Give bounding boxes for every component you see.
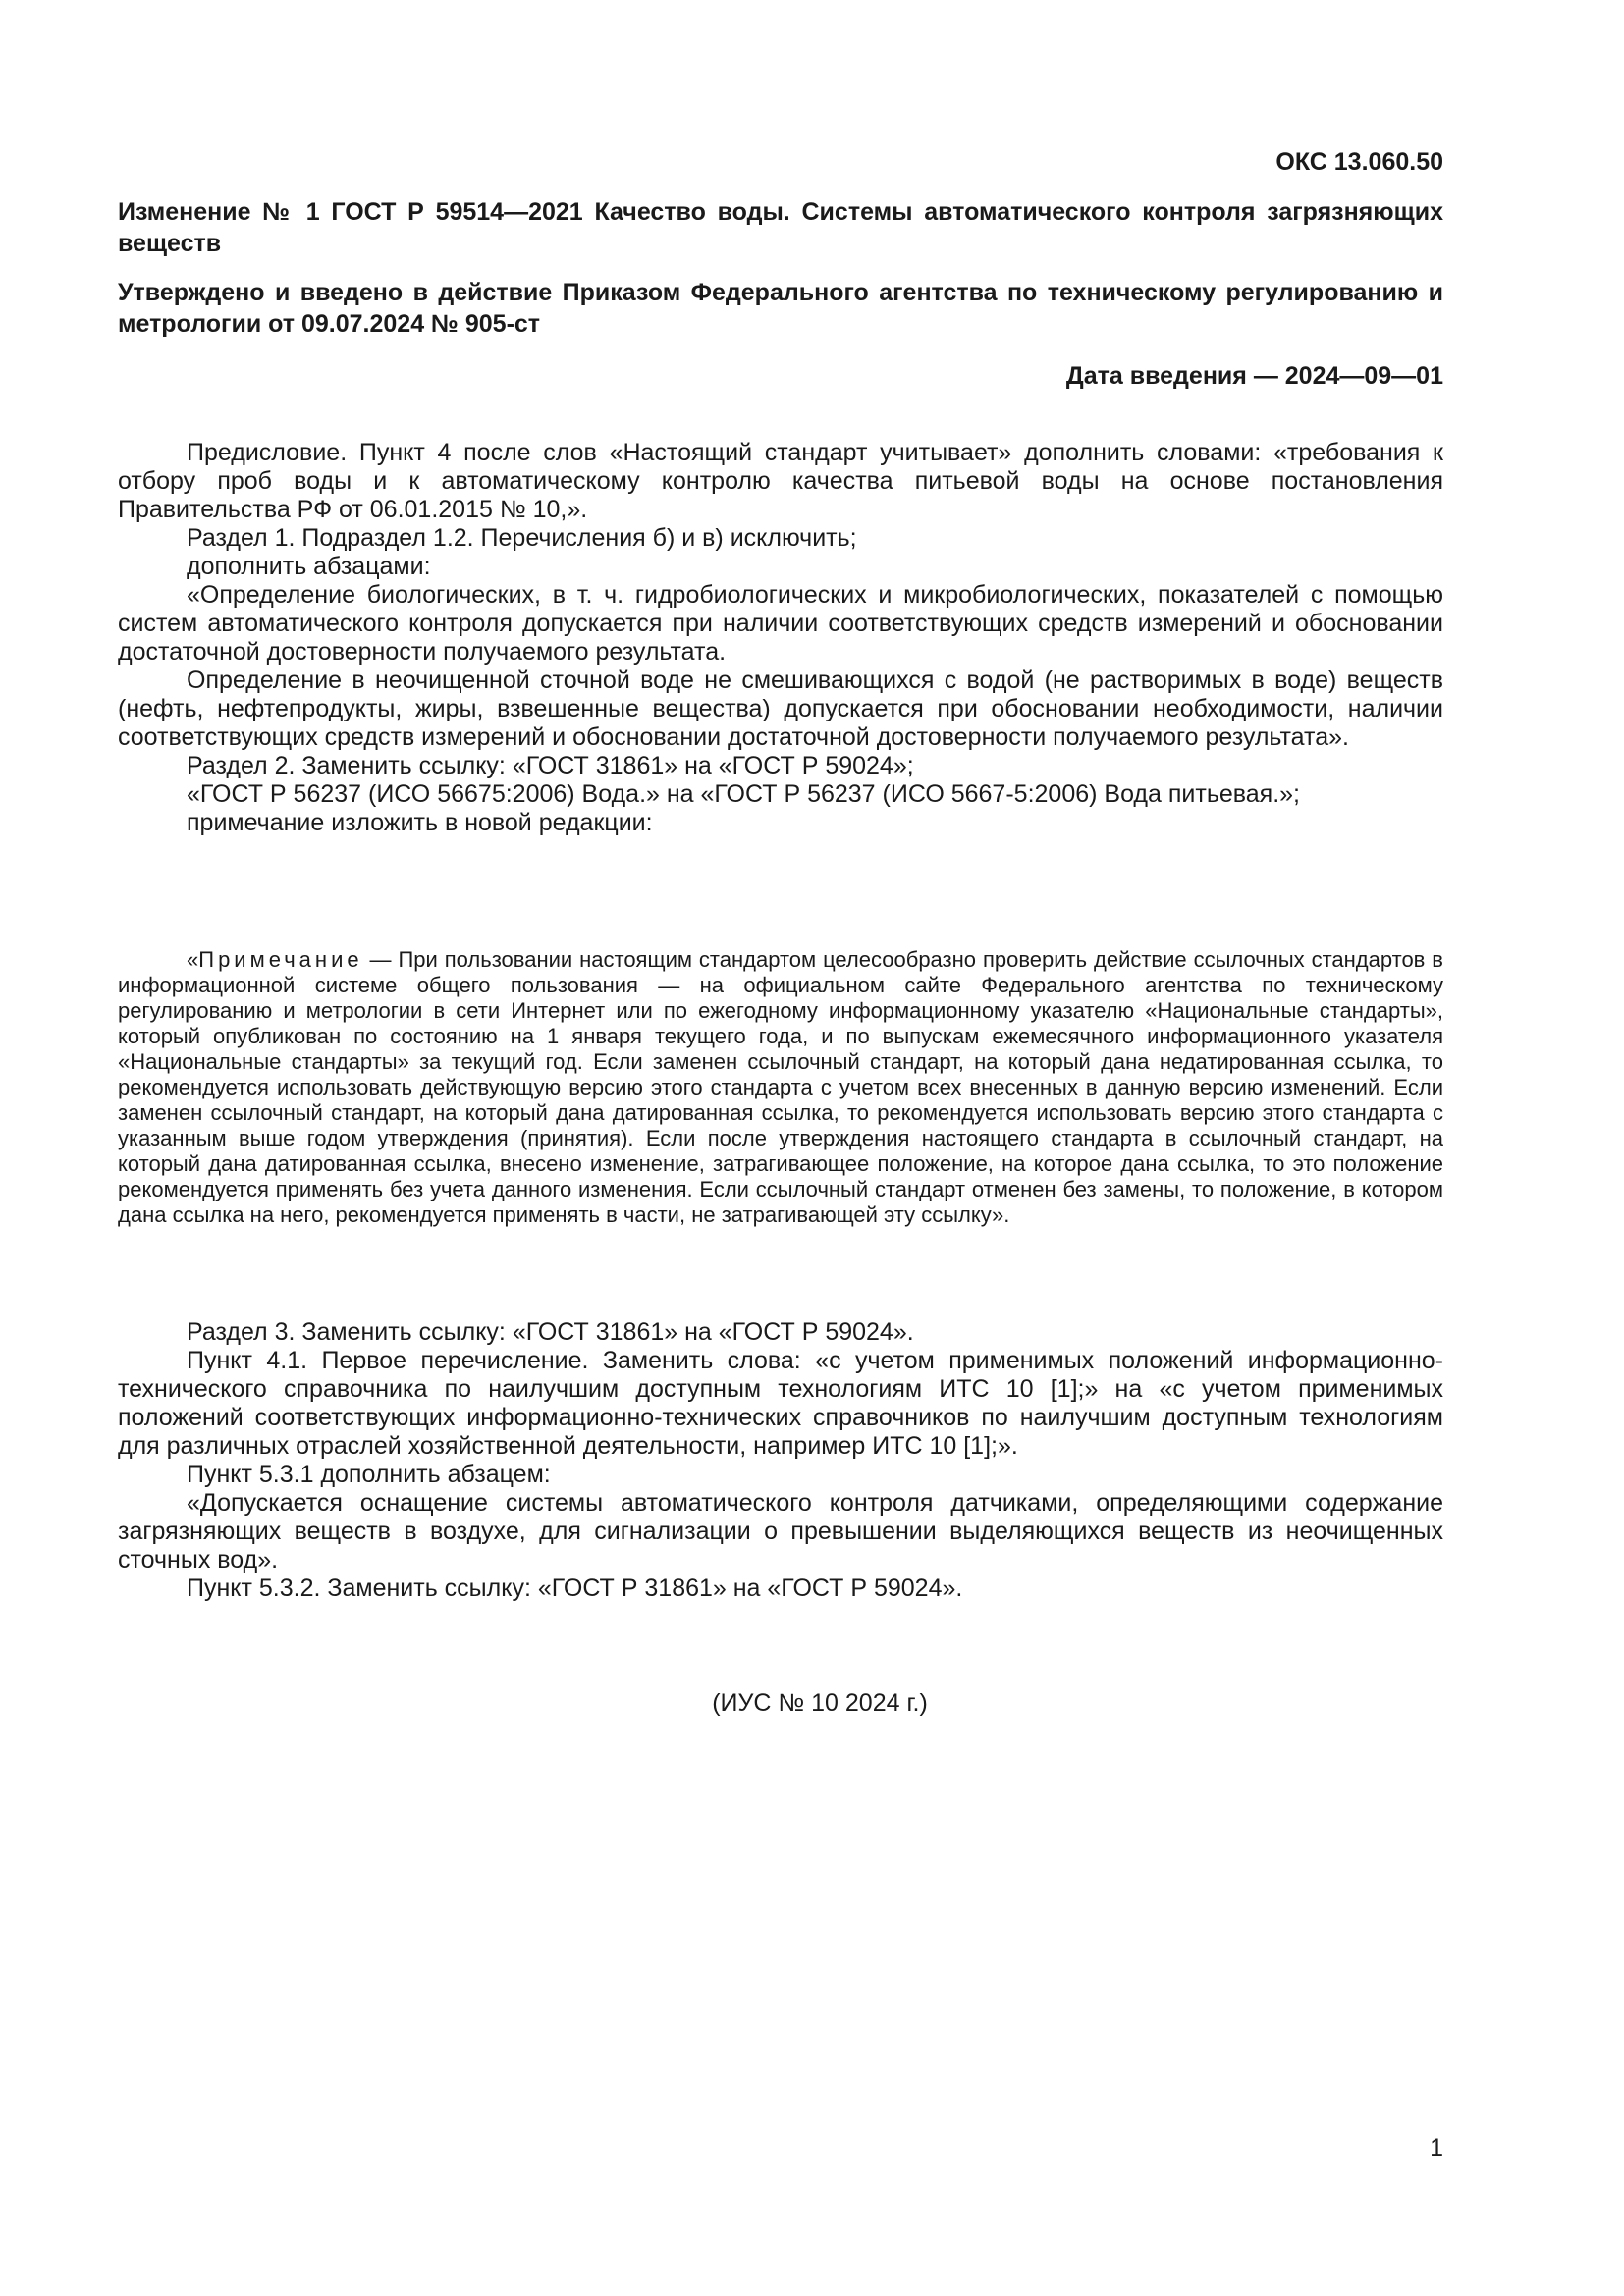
paragraph-clause-4-1: Пункт 4.1. Первое перечисление. Заменить слова: «с учетом применимых положений информационно-технического справочника по наилучшим доступным технологиям ИТС 10 [1];» на «с учетом применимых положений соответствующих информационно-технических справочников по наилучшим доступным технологиям для различных отраслей хозяйственной деятельности, например ИТС 10 [1];». — [118, 1347, 1443, 1460]
approval-statement: Утверждено и введено в действие Приказом Федерального агентства по техническому регулированию и метрологии от 09.07.2024 № 905-ст — [118, 279, 1443, 338]
page-number: 1 — [1430, 2134, 1443, 2162]
paragraph-untreated-water: Определение в неочищенной сточной воде не смешивающихся с водой (не растворимых в воде) веществ (нефть, нефтепродукты, жиры, взвешенные вещества) допускается при обосновании необходимости, наличии соответствующих средств измерений и обосновании достаточной достоверности получаемого результата». — [118, 667, 1443, 751]
effective-date: Дата введения — 2024—09—01 — [1065, 362, 1443, 390]
amendment-title: Изменение № 1 ГОСТ Р 59514—2021 Качество воды. Системы автоматического контроля загрязняющих веществ — [118, 198, 1443, 257]
paragraph-section-3: Раздел 3. Заменить ссылку: «ГОСТ 31861» на «ГОСТ Р 59024». — [187, 1318, 914, 1346]
oks-code: ОКС 13.060.50 — [1275, 148, 1443, 176]
note-label: Примечание — [198, 947, 363, 972]
paragraph-section-2: Раздел 2. Заменить ссылку: «ГОСТ 31861» на «ГОСТ Р 59024»; — [187, 752, 914, 779]
paragraph-clause-5-3-2: Пункт 5.3.2. Заменить ссылку: «ГОСТ Р 31861» на «ГОСТ Р 59024». — [187, 1575, 963, 1602]
amendment-body-continued — [118, 1318, 1443, 1603]
paragraph-add-paragraphs: дополнить абзацами: — [187, 553, 431, 580]
paragraph-foreword: Предисловие. Пункт 4 после слов «Настоящий стандарт учитывает» дополнить словами: «требования к отбору проб воды и к автоматическому контролю качества питьевой воды на основе постановления Правительства РФ от 06.01.2015 № 10,». — [118, 439, 1443, 523]
paragraph-clause-5-3-1: Пункт 5.3.1 дополнить абзацем: — [187, 1461, 551, 1488]
paragraph-gost-56237: «ГОСТ Р 56237 (ИСО 56675:2006) Вода.» на «ГОСТ Р 56237 (ИСО 5667-5:2006) Вода питьевая.»; — [187, 780, 1300, 808]
note-text: — При пользовании настоящим стандартом целесообразно проверить действие ссылочных стандартов в информационной системе общего пользования — на официальном сайте Федерального агентства по техническому регулированию и метрологии в сети Интернет или по ежегодному информационному указателю «Национальные стандарты», который опубликован по состоянию на 1 января текущего года, и по выпускам ежемесячного информационного указателя «Национальные стандарты» за текущий год. Если заменен ссылочный стандарт, на который дана недатированная ссылка, то рекомендуется использовать действующую версию этого стандарта с учетом всех внесенных в данную версию изменений. Если заменен ссылочный стандарт, на который дана датированная ссылка, то рекомендуется использовать версию этого стандарта с указанным выше годом утверждения (принятия). Если после утверждения настоящего стандарта в ссылочный стандарт, на который дана датированная ссылка, внесено изменение, затрагивающее положение, на которое дана ссылка, то это положение рекомендуется применять без учета данного изменения. Если ссылочный стандарт отменен без замены, то положение, в котором дана ссылка на него, рекомендуется применять в части, не затрагивающей эту ссылку». — [118, 947, 1443, 1227]
paragraph-biological: «Определение биологических, в т. ч. гидробиологических и микробиологических, показателей с помощью систем автоматического контроля допускается при наличии соответствующих средств измерений и обосновании достаточной достоверности получаемого результата. — [118, 581, 1443, 666]
amendment-body — [118, 439, 1443, 837]
note-block — [118, 947, 1443, 1228]
note-quote: « — [187, 947, 199, 972]
note-paragraph — [118, 947, 1443, 1228]
paragraph-sensors: «Допускается оснащение системы автоматического контроля датчиками, определяющими содержание загрязняющих веществ в воздухе, для сигнализации о превышении выделяющихся веществ из неочищенных сточных вод». — [118, 1489, 1443, 1574]
ius-reference: (ИУС № 10 2024 г.) — [712, 1689, 928, 1717]
paragraph-section-1: Раздел 1. Подраздел 1.2. Перечисления б) и в) исключить; — [187, 524, 857, 552]
paragraph-note-intro: примечание изложить в новой редакции: — [187, 809, 653, 836]
